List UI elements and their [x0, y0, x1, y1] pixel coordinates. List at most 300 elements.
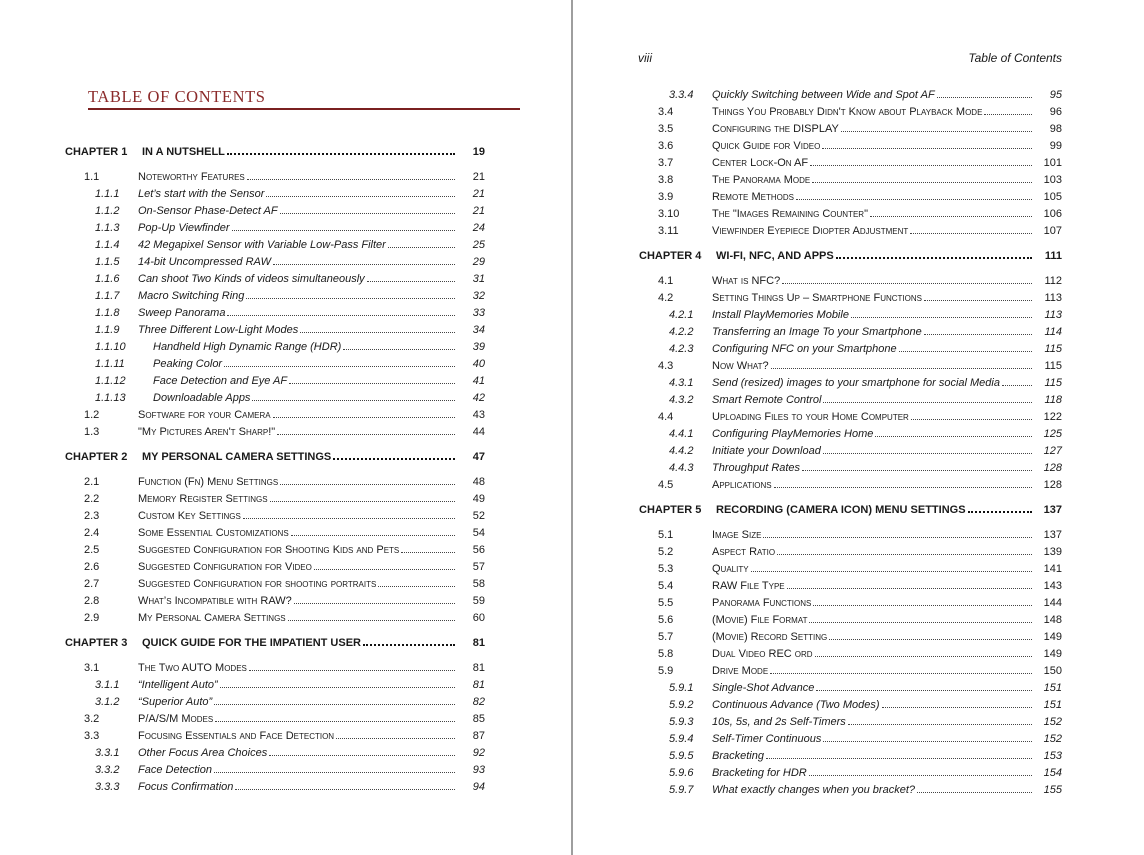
- toc-entry[interactable]: [574, 561, 1144, 578]
- toc-entry-title: Initiate your Download: [712, 445, 821, 457]
- toc-entry-title: P/A/S/M Modes: [138, 713, 214, 725]
- toc-leader-dots: [766, 758, 1032, 759]
- toc-entry-title: Setting Things Up – Smartphone Functions: [712, 292, 923, 304]
- toc-entry[interactable]: [574, 290, 1144, 307]
- toc-leader-dots: [227, 153, 455, 155]
- toc-entry-number: 5.3: [658, 563, 674, 575]
- toc-entry-number: 1.1.2: [95, 205, 120, 217]
- toc-entry[interactable]: [0, 237, 571, 254]
- toc-leader-dots: [300, 332, 455, 333]
- toc-entry-page: 56: [472, 544, 485, 556]
- toc-entry[interactable]: [574, 663, 1144, 680]
- toc-entry-title: Center Lock-On AF: [712, 157, 809, 169]
- toc-entry-title: Self-Timer Continuous: [712, 733, 822, 745]
- toc-entry-title: Focusing Essentials and Face Detection: [138, 730, 335, 742]
- toc-entry[interactable]: [0, 220, 571, 237]
- toc-entry-number: 3.5: [658, 123, 674, 135]
- toc-leader-dots: [214, 772, 455, 773]
- toc-entry[interactable]: [574, 307, 1144, 324]
- toc-entry-title: Sweep Panorama: [138, 307, 226, 319]
- toc-entry-number: 4.3: [658, 360, 674, 372]
- toc-entry-page: 144: [1043, 597, 1062, 609]
- toc-entry[interactable]: [0, 254, 571, 271]
- toc-entry-number: 1.1.8: [95, 307, 120, 319]
- toc-entry[interactable]: [574, 426, 1144, 443]
- toc-leader-dots: [848, 724, 1032, 725]
- toc-entry[interactable]: [574, 223, 1144, 240]
- toc-entry-number: 4.4.2: [669, 445, 694, 457]
- toc-entry-title: 42 Megapixel Sensor with Variable Low-Pass Filter: [138, 239, 386, 251]
- toc-entry-page: 60: [472, 612, 485, 624]
- toc-entry-number: 3.3.1: [95, 747, 120, 759]
- toc-leader-dots: [815, 656, 1032, 657]
- toc-entry[interactable]: [574, 155, 1144, 172]
- toc-leader-dots: [911, 419, 1032, 420]
- toc-entry-title: Continuous Advance (Two Modes): [712, 699, 880, 711]
- toc-entry-page: 54: [472, 527, 485, 539]
- toc-entry-number: 2.9: [84, 612, 100, 624]
- toc-entry-title: Some Essential Customizations: [138, 527, 289, 539]
- toc-entry[interactable]: [574, 646, 1144, 663]
- toc-leader-dots: [333, 458, 455, 460]
- toc-entry-number: 3.3: [84, 730, 100, 742]
- toc-chapter-entry[interactable]: [0, 449, 571, 466]
- toc-entry-title: Dual Video REC ord: [712, 648, 813, 660]
- toc-entry-number: 5.2: [658, 546, 674, 558]
- toc-entry-number: 5.9.4: [669, 733, 694, 745]
- toc-entry-number: 1.1.10: [95, 341, 126, 353]
- toc-entry[interactable]: [0, 508, 571, 525]
- toc-entry-page: 106: [1043, 208, 1062, 220]
- toc-entry[interactable]: [574, 460, 1144, 477]
- toc-leader-dots: [796, 199, 1032, 200]
- toc-leader-dots: [823, 453, 1032, 454]
- toc-entry[interactable]: [0, 203, 571, 220]
- toc-entry-page: 24: [472, 222, 485, 234]
- toc-entry[interactable]: [574, 782, 1144, 799]
- toc-entry-title: RAW File Type: [712, 580, 785, 592]
- toc-entry-number: 2.4: [84, 527, 100, 539]
- toc-entry-title: RECORDING (CAMERA ICON) MENU SETTINGS: [716, 504, 966, 516]
- toc-entry-number: 5.5: [658, 597, 674, 609]
- toc-leader-dots: [288, 620, 455, 621]
- toc-leader-dots: [243, 518, 455, 519]
- toc-entry[interactable]: [0, 593, 571, 610]
- toc-entry-page: 153: [1043, 750, 1062, 762]
- toc-entry-page: 105: [1043, 191, 1062, 203]
- toc-entry-number: 1.1.1: [95, 188, 120, 200]
- toc-entry-number: 3.1: [84, 662, 100, 674]
- toc-entry-title: Memory Register Settings: [138, 493, 268, 505]
- toc-leader-dots: [899, 351, 1032, 352]
- toc-entry-page: 21: [472, 188, 485, 200]
- toc-entry[interactable]: [574, 748, 1144, 765]
- toc-entry-title: Bracketing: [712, 750, 764, 762]
- running-page-number: viii: [638, 51, 652, 65]
- toc-entry[interactable]: [0, 305, 571, 322]
- toc-leader-dots: [378, 586, 455, 587]
- toc-chapter-entry[interactable]: [574, 502, 1144, 519]
- toc-entry[interactable]: [574, 680, 1144, 697]
- toc-leader-dots: [294, 603, 455, 604]
- toc-entry-page: 141: [1043, 563, 1062, 575]
- toc-entry-number: 3.4: [658, 106, 674, 118]
- toc-entry[interactable]: [574, 697, 1144, 714]
- toc-entry[interactable]: [574, 765, 1144, 782]
- toc-entry-page: 58: [472, 578, 485, 590]
- toc-entry-title: Software for your Camera: [138, 409, 271, 421]
- toc-entry[interactable]: [574, 527, 1144, 544]
- toc-entry-page: 81: [472, 637, 485, 649]
- toc-entry-page: 152: [1043, 716, 1062, 728]
- toc-entry-title: Remote Methods: [712, 191, 794, 203]
- toc-entry[interactable]: [0, 711, 571, 728]
- toc-entry[interactable]: [574, 595, 1144, 612]
- toc-entry[interactable]: [574, 477, 1144, 494]
- toc-leader-dots: [787, 588, 1032, 589]
- toc-entry-page: 81: [472, 679, 485, 691]
- toc-entry[interactable]: [0, 491, 571, 508]
- toc-heading: TABLE OF CONTENTS: [88, 87, 520, 110]
- toc-entry-number: 3.3.4: [669, 89, 694, 101]
- toc-entry[interactable]: [574, 121, 1144, 138]
- toc-entry-page: 115: [1044, 377, 1062, 389]
- toc-entry[interactable]: [0, 339, 571, 356]
- toc-entry-number: 5.1: [658, 529, 674, 541]
- toc-leader-dots: [214, 704, 455, 705]
- toc-entry[interactable]: [0, 322, 571, 339]
- toc-entry-number: CHAPTER 5: [639, 504, 702, 516]
- toc-entry-page: 41: [472, 375, 485, 387]
- toc-entry-title: Face Detection and Eye AF: [153, 375, 288, 387]
- toc-entry-number: 4.2.3: [669, 343, 694, 355]
- toc-entry-title: Quality: [712, 563, 749, 575]
- toc-leader-dots: [215, 721, 455, 722]
- toc-leader-dots: [363, 644, 455, 646]
- toc-entry-number: 1.1.13: [95, 392, 126, 404]
- toc-entry-title: What is NFC?: [712, 275, 781, 287]
- toc-leader-dots: [235, 789, 455, 790]
- toc-leader-dots: [812, 182, 1032, 183]
- toc-entry-number: 3.10: [658, 208, 680, 220]
- toc-entry-title: Function (Fn) Menu Settings: [138, 476, 279, 488]
- toc-entry-page: 113: [1044, 309, 1062, 321]
- toc-entry-number: 5.8: [658, 648, 674, 660]
- toc-leader-dots: [870, 216, 1032, 217]
- toc-leader-dots: [252, 400, 455, 401]
- toc-entry-title: Custom Key Settings: [138, 510, 241, 522]
- toc-entry-page: 44: [472, 426, 485, 438]
- toc-entry-number: 3.8: [658, 174, 674, 186]
- toc-entry[interactable]: [0, 660, 571, 677]
- toc-entry-page: 113: [1044, 292, 1062, 304]
- toc-leader-dots: [924, 300, 1032, 301]
- toc-entry[interactable]: [574, 544, 1144, 561]
- toc-entry-page: 107: [1043, 225, 1062, 237]
- toc-entry-title: What exactly changes when you bracket?: [712, 784, 916, 796]
- toc-entry[interactable]: [574, 358, 1144, 375]
- toc-leader-dots: [266, 196, 455, 197]
- toc-entry-title: Transferring an Image To your Smartphone: [712, 326, 922, 338]
- toc-entry-title: Aspect Ratio: [712, 546, 776, 558]
- toc-entry-page: 137: [1043, 529, 1062, 541]
- toc-entry[interactable]: [0, 356, 571, 373]
- toc-entry-page: 154: [1043, 767, 1062, 779]
- toc-entry[interactable]: [0, 677, 571, 694]
- toc-entry-number: 5.4: [658, 580, 674, 592]
- toc-entry-page: 92: [472, 747, 485, 759]
- toc-entry[interactable]: [0, 169, 571, 186]
- toc-leader-dots: [336, 738, 455, 739]
- toc-entry-title: Configuring the DISPLAY: [712, 123, 839, 135]
- toc-entry-page: 95: [1049, 89, 1062, 101]
- toc-entry-number: 3.3.2: [95, 764, 120, 776]
- toc-entry-number: 2.8: [84, 595, 100, 607]
- toc-entry-title: Face Detection: [138, 764, 212, 776]
- toc-entry-title: Quickly Switching between Wide and Spot AF: [712, 89, 935, 101]
- toc-entry-title: Can shoot Two Kinds of videos simultaneously: [138, 273, 365, 285]
- toc-entry-title: Smart Remote Control: [712, 394, 822, 406]
- toc-entry[interactable]: [0, 728, 571, 745]
- toc-entry-page: 143: [1043, 580, 1062, 592]
- toc-leader-dots: [246, 298, 455, 299]
- toc-entry-page: 94: [472, 781, 485, 793]
- toc-leader-dots: [220, 687, 455, 688]
- toc-entry[interactable]: [0, 779, 571, 796]
- toc-entry-number: 1.3: [84, 426, 100, 438]
- toc-entry[interactable]: [574, 172, 1144, 189]
- toc-entry[interactable]: [0, 576, 571, 593]
- toc-entry-page: 59: [472, 595, 485, 607]
- toc-entry-title: Noteworthy Features: [138, 171, 245, 183]
- toc-entry-number: 4.4: [658, 411, 674, 423]
- toc-entry-page: 48: [472, 476, 485, 488]
- toc-entry[interactable]: [574, 629, 1144, 646]
- toc-entry-number: 2.3: [84, 510, 100, 522]
- toc-entry[interactable]: [574, 138, 1144, 155]
- toc-entry-title: Uploading Files to your Home Computer: [712, 411, 909, 423]
- toc-leader-dots: [851, 317, 1032, 318]
- toc-entry-title: Install PlayMemories Mobile: [712, 309, 849, 321]
- toc-entry-title: Bracketing for HDR: [712, 767, 807, 779]
- toc-entry-number: 1.1.12: [95, 375, 126, 387]
- toc-entry-page: 96: [1049, 106, 1062, 118]
- toc-entry[interactable]: [574, 87, 1144, 104]
- toc-entry-title: "My Pictures Aren't Sharp!": [138, 426, 276, 438]
- toc-entry-number: 3.3.3: [95, 781, 120, 793]
- toc-leader-dots: [771, 368, 1032, 369]
- toc-entry[interactable]: [574, 731, 1144, 748]
- toc-entry[interactable]: [0, 525, 571, 542]
- toc-entry[interactable]: [0, 542, 571, 559]
- toc-entry-page: 128: [1043, 462, 1062, 474]
- toc-entry[interactable]: [0, 762, 571, 779]
- toc-entry-title: Peaking Color: [153, 358, 223, 370]
- toc-entry-number: 1.1.4: [95, 239, 120, 251]
- toc-leader-dots: [875, 436, 1032, 437]
- toc-entry-page: 111: [1044, 250, 1062, 262]
- toc-entry-page: 103: [1043, 174, 1062, 186]
- toc-entry-page: 139: [1043, 546, 1062, 558]
- toc-entry[interactable]: [574, 273, 1144, 290]
- toc-chapter-entry[interactable]: [574, 248, 1144, 265]
- toc-entry-page: 25: [472, 239, 485, 251]
- toc-entry-number: 5.6: [658, 614, 674, 626]
- toc-entry-number: 3.9: [658, 191, 674, 203]
- toc-leader-dots: [816, 690, 1032, 691]
- toc-entry[interactable]: [0, 271, 571, 288]
- toc-entry-number: 5.9.6: [669, 767, 694, 779]
- toc-leader-dots: [910, 233, 1032, 234]
- toc-entry[interactable]: [0, 186, 571, 203]
- toc-entry-title: What’s Incompatible with RAW?: [138, 595, 292, 607]
- toc-entry-page: 40: [472, 358, 485, 370]
- toc-entry-page: 57: [472, 561, 485, 573]
- toc-entry-number: 4.2.1: [669, 309, 694, 321]
- toc-entry[interactable]: [574, 409, 1144, 426]
- toc-entry-number: 3.1.2: [95, 696, 120, 708]
- toc-entry-page: 21: [472, 205, 485, 217]
- toc-entry-title: Quick Guide for Video: [712, 140, 821, 152]
- toc-leader-dots: [273, 264, 455, 265]
- page-gutter: [571, 0, 573, 855]
- toc-entry-title: Panorama Functions: [712, 597, 812, 609]
- toc-entry-page: 101: [1043, 157, 1062, 169]
- toc-entry-title: Things You Probably Didn't Know about Playback Mode: [712, 106, 983, 118]
- toc-entry-number: 5.9.7: [669, 784, 694, 796]
- toc-entry-title: Throughput Rates: [712, 462, 801, 474]
- toc-entry-number: 2.6: [84, 561, 100, 573]
- toc-entry-page: 98: [1049, 123, 1062, 135]
- toc-entry-title: Suggested Configuration for Shooting Kids and Pets: [138, 544, 400, 556]
- toc-entry-page: 85: [472, 713, 485, 725]
- toc-entry[interactable]: [574, 206, 1144, 223]
- toc-leader-dots: [280, 484, 455, 485]
- toc-leader-dots: [822, 148, 1032, 149]
- toc-entry[interactable]: [0, 610, 571, 627]
- toc-entry-number: 5.9.1: [669, 682, 694, 694]
- toc-entry-page: 112: [1044, 275, 1062, 287]
- toc-leader-dots: [273, 417, 455, 418]
- toc-entry-title: QUICK GUIDE FOR THE IMPATIENT USER: [142, 637, 361, 649]
- toc-leader-dots: [802, 470, 1032, 471]
- toc-leader-dots: [774, 487, 1032, 488]
- right-page: [574, 0, 1144, 855]
- toc-leader-dots: [841, 131, 1032, 132]
- toc-entry-title: (Movie) Record Setting: [712, 631, 828, 643]
- toc-entry-number: CHAPTER 1: [65, 146, 128, 158]
- toc-entry[interactable]: [0, 745, 571, 762]
- toc-leader-dots: [777, 554, 1032, 555]
- toc-entry[interactable]: [0, 288, 571, 305]
- toc-entry[interactable]: [574, 443, 1144, 460]
- toc-entry[interactable]: [574, 392, 1144, 409]
- toc-entry-title: Let’s start with the Sensor: [138, 188, 265, 200]
- toc-entry-number: 1.1.3: [95, 222, 120, 234]
- toc-entry-title: Configuring NFC on your Smartphone: [712, 343, 897, 355]
- toc-entry[interactable]: [574, 578, 1144, 595]
- toc-entry[interactable]: [574, 324, 1144, 341]
- toc-entry[interactable]: [0, 474, 571, 491]
- toc-entry-page: 125: [1043, 428, 1062, 440]
- toc-entry[interactable]: [0, 407, 571, 424]
- toc-entry-number: 4.2.2: [669, 326, 694, 338]
- toc-entry-number: 4.2: [658, 292, 674, 304]
- toc-leader-dots: [1002, 385, 1032, 386]
- toc-entry-number: 1.1.5: [95, 256, 120, 268]
- toc-entry-page: 87: [472, 730, 485, 742]
- toc-entry-number: 5.9.5: [669, 750, 694, 762]
- toc-entry-page: 31: [472, 273, 485, 285]
- toc-entry-title: The Panorama Mode: [712, 174, 811, 186]
- toc-entry[interactable]: [574, 375, 1144, 392]
- toc-entry-page: 128: [1043, 479, 1062, 491]
- toc-entry[interactable]: [574, 341, 1144, 358]
- toc-entry-title: (Movie) File Format: [712, 614, 808, 626]
- toc-entry-title: Other Focus Area Choices: [138, 747, 268, 759]
- toc-entry[interactable]: [0, 559, 571, 576]
- toc-leader-dots: [937, 97, 1032, 98]
- toc-entry-number: 3.7: [658, 157, 674, 169]
- toc-entry-title: IN A NUTSHELL: [142, 146, 225, 158]
- toc-entry-number: 1.1.7: [95, 290, 120, 302]
- toc-chapter-entry[interactable]: [0, 144, 571, 161]
- toc-entry-page: 42: [472, 392, 485, 404]
- toc-entry-page: 118: [1044, 394, 1062, 406]
- toc-leader-dots: [810, 165, 1032, 166]
- toc-leader-dots: [289, 383, 455, 384]
- toc-leader-dots: [809, 775, 1032, 776]
- toc-entry-title: “Intelligent Auto”: [138, 679, 218, 691]
- left-page: [0, 0, 571, 855]
- toc-entry[interactable]: [0, 373, 571, 390]
- toc-entry-number: 1.1.6: [95, 273, 120, 285]
- toc-entry-page: 52: [472, 510, 485, 522]
- toc-entry-page: 82: [472, 696, 485, 708]
- toc-entry-title: MY PERSONAL CAMERA SETTINGS: [142, 451, 332, 463]
- toc-chapter-entry[interactable]: [0, 635, 571, 652]
- toc-entry[interactable]: [0, 390, 571, 407]
- toc-entry[interactable]: [574, 612, 1144, 629]
- toc-entry-page: 33: [472, 307, 485, 319]
- toc-leader-dots: [829, 639, 1032, 640]
- toc-entry-page: 43: [472, 409, 485, 421]
- toc-entry-number: CHAPTER 2: [65, 451, 128, 463]
- toc-entry[interactable]: [0, 694, 571, 711]
- toc-leader-dots: [823, 741, 1032, 742]
- toc-entry-page: 115: [1044, 343, 1062, 355]
- toc-entry-title: On-Sensor Phase-Detect AF: [138, 205, 278, 217]
- toc-leader-dots: [882, 707, 1032, 708]
- toc-entry-title: Configuring PlayMemories Home: [712, 428, 874, 440]
- toc-entry-page: 32: [472, 290, 485, 302]
- toc-leader-dots: [280, 213, 455, 214]
- toc-entry[interactable]: [574, 189, 1144, 206]
- toc-leader-dots: [782, 283, 1032, 284]
- toc-entry[interactable]: [574, 104, 1144, 121]
- toc-entry-page: 93: [472, 764, 485, 776]
- toc-entry-number: 4.4.1: [669, 428, 694, 440]
- toc-entry-number: 2.7: [84, 578, 100, 590]
- toc-leader-dots: [763, 537, 1032, 538]
- toc-entry-title: Handheld High Dynamic Range (HDR): [153, 341, 342, 353]
- toc-leader-dots: [269, 755, 455, 756]
- toc-entry[interactable]: [574, 714, 1144, 731]
- toc-entry-title: Single-Shot Advance: [712, 682, 815, 694]
- toc-leader-dots: [924, 334, 1032, 335]
- toc-entry-title: Applications: [712, 479, 772, 491]
- toc-entry[interactable]: [0, 424, 571, 441]
